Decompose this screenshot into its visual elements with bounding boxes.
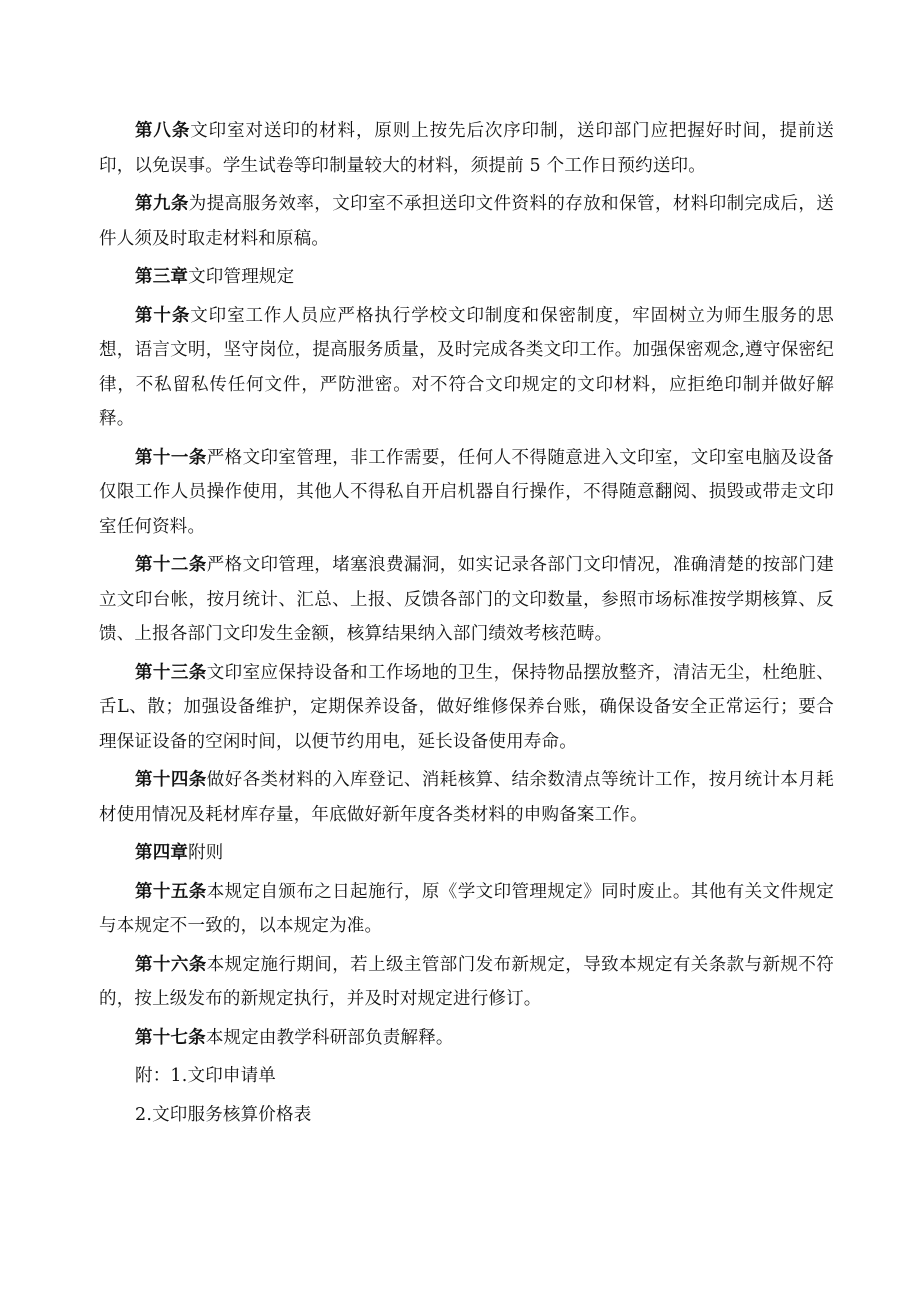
article-heading: 第十二条 bbox=[135, 555, 207, 575]
attachment-line-1: 附：1.文印申请单 bbox=[135, 1066, 276, 1086]
article-body: 为提高服务效率，文印室不承担送印文件资料的存放和保管，材料印制完成后，送件人须及时取走材料和原稿。 bbox=[99, 194, 834, 249]
chapter-heading: 第三章 bbox=[135, 267, 189, 287]
chapter-heading: 第四章 bbox=[135, 843, 189, 863]
attachment-line-2: 2.文印服务核算价格表 bbox=[135, 1104, 312, 1125]
article-heading: 第十四条 bbox=[135, 770, 207, 790]
article-body: 严格文印室管理，非工作需要，任何人不得随意进入文印室，文印室电脑及设备仅限工作人员操作使用，其他人不得私自开启机器自行操作，不得随意翻阅、损毁或带走文印室任何资料。 bbox=[99, 447, 834, 537]
article-body: 本规定由教学科研部负责解释。 bbox=[205, 1027, 454, 1048]
chapter-title: 附则 bbox=[188, 843, 224, 863]
article-heading: 第十三条 bbox=[135, 662, 207, 683]
article-heading: 第十六条 bbox=[135, 954, 207, 975]
article-14 bbox=[99, 763, 834, 832]
article-heading: 第九条 bbox=[135, 194, 189, 214]
article-heading: 第十五条 bbox=[135, 881, 207, 902]
article-12 bbox=[99, 548, 834, 652]
article-body: 本规定自颁布之日起施行，原《学文印管理规定》同时废止。其他有关文件规定与本规定不一致的，以本规定为准。 bbox=[99, 881, 834, 936]
article-body: 做好各类材料的入库登记、消耗核算、结余数清点等统计工作，按月统计本月耗材使用情况及耗材库存量，年底做好新年度各类材料的申购备案工作。 bbox=[99, 770, 834, 825]
article-heading: 第八条 bbox=[135, 121, 191, 141]
article-heading: 第十一条 bbox=[135, 447, 207, 468]
chapter-4 bbox=[99, 836, 834, 871]
article-10 bbox=[99, 299, 834, 437]
article-body: 文印室应保持设备和工作场地的卫生，保持物品摆放整齐，清洁无尘，杜绝脏、舌L、散；加强设备维护，定期保养设备，做好维修保养台账，确保设备安全正常运行；要合理保证设备的空闲时间，以便节约用电，延长设备使用寿命。 bbox=[99, 662, 834, 752]
article-17 bbox=[99, 1021, 834, 1056]
article-16 bbox=[99, 948, 834, 1017]
article-body: 严格文印管理，堵塞浪费漏洞，如实记录各部门文印情况，准确清楚的按部门建立文印台帐，按月统计、汇总、上报、反馈各部门的文印数量，参照市场标准按学期核算、反馈、上报各部门文印发生金额，核算结果纳入部门绩效考核范畴。 bbox=[99, 555, 834, 644]
article-body: 文印室对送印的材料，原则上按先后次序印制，送印部门应把握好时间，提前送印，以免误事。学生试卷等印制量较大的材料，须提前 5 个工作日预约送印。 bbox=[99, 121, 834, 176]
article-heading: 第十条 bbox=[135, 305, 191, 326]
article-11 bbox=[99, 441, 834, 545]
article-15 bbox=[99, 875, 834, 944]
chapter-title: 文印管理规定 bbox=[188, 267, 295, 287]
chapter-3 bbox=[99, 260, 834, 295]
article-body: 文印室工作人员应严格执行学校文印制度和保密制度，牢固树立为师生服务的思想，语言文明，坚守岗位，提高服务质量，及时完成各类文印工作。加强保密观念,遵守保密纪律，不私留私传任何文件，严防泄密。对不符合文印规定的文印材料，应拒绝印制并做好解释。 bbox=[99, 305, 834, 429]
article-8 bbox=[99, 114, 834, 183]
article-body: 本规定施行期间，若上级主管部门发布新规定，导致本规定有关条款与新规不符的，按上级发布的新规定执行，并及时对规定进行修订。 bbox=[99, 954, 834, 1009]
article-9 bbox=[99, 187, 834, 256]
article-13 bbox=[99, 656, 834, 760]
article-heading: 第十七条 bbox=[135, 1027, 206, 1048]
